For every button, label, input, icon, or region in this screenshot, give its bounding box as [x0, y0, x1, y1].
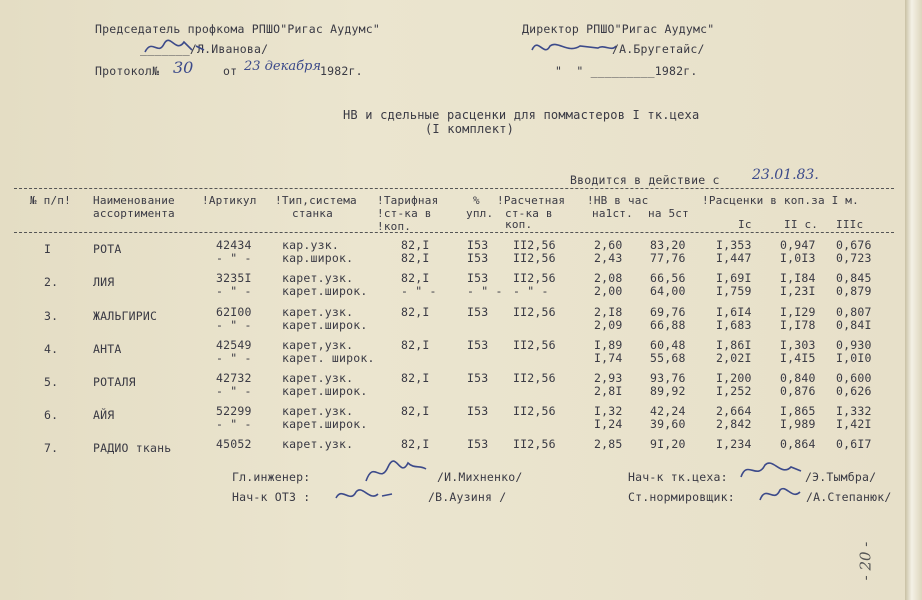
cell-tariff1: 82,I	[401, 238, 430, 252]
cell-tariff1: 82,I	[401, 404, 430, 418]
cell-nv5b: 64,00	[650, 284, 686, 298]
cell-nv1b: 2,8I	[594, 384, 623, 398]
cell-art2: - " -	[216, 351, 252, 365]
cell-nv5b: 66,88	[650, 318, 686, 332]
chairman-signature	[140, 36, 210, 58]
norm-signature	[756, 480, 806, 508]
cell-nv5b: 89,92	[650, 384, 686, 398]
cell-r1b: 2,02I	[716, 351, 752, 365]
cell-type2: карет.широк.	[282, 384, 368, 398]
cell-r3a: 0,845	[836, 271, 872, 285]
cell-r2a: 0,840	[780, 371, 816, 385]
cell-calc2: II2,56	[513, 251, 556, 265]
cell-type1: карет.узк.	[282, 371, 354, 385]
cell-r1a: I,69I	[716, 271, 752, 285]
cell-r1b: I,447	[716, 251, 752, 265]
header-calc-1: !Расчетная	[497, 194, 566, 207]
cell-tariff1: 82,I	[401, 338, 430, 352]
effective-label: Вводится в действие с	[570, 173, 720, 187]
header-name-2: ассортимента	[93, 207, 175, 220]
chief-engineer-name: /И.Михненко/	[437, 470, 523, 484]
cell-r2a: 0,864	[780, 437, 816, 451]
norm-name: /А.Степанюк/	[806, 490, 892, 504]
cell-nv1a: I,32	[594, 404, 623, 418]
cell-r1b: I,683	[716, 318, 752, 332]
header-type-1: !Тип,система	[275, 194, 357, 207]
cell-calc1: II2,56	[513, 437, 556, 451]
cell-pct1: I53	[467, 305, 489, 319]
cell-type1: карет.узк.	[282, 271, 354, 285]
cell-r3a: 0,676	[836, 238, 872, 252]
cell-no: 3.	[44, 309, 59, 323]
cell-nv1a: 2,60	[594, 238, 623, 252]
cell-nv1a: 2,85	[594, 437, 623, 451]
cell-r2a: I,303	[780, 338, 816, 352]
header-tariff-3: !коп.	[377, 220, 412, 233]
document-subtitle: (I комплект)	[425, 122, 515, 136]
cell-no: 2.	[44, 275, 59, 289]
cell-type1: кар.узк.	[282, 238, 339, 252]
cell-art2: - " -	[216, 384, 252, 398]
director-signature	[528, 36, 618, 58]
cell-r1a: 2,664	[716, 404, 752, 418]
header-type-2: станка	[292, 207, 333, 220]
cell-name: РОТА	[93, 242, 122, 256]
header-rate-3: IIIс	[836, 218, 864, 231]
page-edge	[905, 0, 922, 600]
header-rates: !Расценки в коп.за I м.	[702, 194, 859, 207]
cell-pct2: - " -	[467, 284, 503, 298]
shop-chief-label: Нач-к тк.цеха:	[628, 470, 728, 484]
cell-nv5a: 66,56	[650, 271, 686, 285]
cell-name: ЛИЯ	[93, 275, 115, 289]
cell-tariff2: - " -	[401, 284, 437, 298]
cell-r1b: I,759	[716, 284, 752, 298]
cell-pct2: I53	[467, 251, 489, 265]
cell-art2: - " -	[216, 251, 252, 265]
cell-nv5a: 42,24	[650, 404, 686, 418]
cell-r3a: 0,807	[836, 305, 872, 319]
header-pct-2: упл.	[466, 207, 494, 220]
cell-tariff1: 82,I	[401, 437, 430, 451]
cell-r3a: 0,600	[836, 371, 872, 385]
cell-art: 42434	[216, 238, 252, 252]
cell-nv1a: I,89	[594, 338, 623, 352]
cell-type1: карет.узк.	[282, 404, 354, 418]
cell-type2: карет. широк.	[282, 351, 375, 365]
cell-r2b: I,0I3	[780, 251, 816, 265]
chairman-sign-line: _______/Л.Иванова/	[140, 42, 269, 56]
cell-nv1b: 2,00	[594, 284, 623, 298]
effective-date: 23.01.83.	[752, 167, 819, 183]
cell-type2: карет.широк.	[282, 284, 368, 298]
cell-name: РОТАЛЯ	[93, 375, 136, 389]
header-name-1: Наименование	[93, 194, 175, 207]
cell-nv1b: I,74	[594, 351, 623, 365]
table-header-rule	[14, 232, 894, 233]
cell-r3a: 0,930	[836, 338, 872, 352]
cell-calc1: II2,56	[513, 404, 556, 418]
cell-name: РАДИО ткань	[93, 441, 172, 455]
cell-art: 42549	[216, 338, 252, 352]
header-rate-2: II с.	[784, 218, 819, 231]
cell-nv5a: 9I,20	[650, 437, 686, 451]
cell-pct1: I53	[467, 238, 489, 252]
chief-engineer-label: Гл.инженер:	[232, 470, 311, 484]
cell-r3b: I,42I	[836, 417, 872, 431]
cell-no: 6.	[44, 408, 59, 422]
cell-r3b: 0,626	[836, 384, 872, 398]
cell-nv5a: 60,48	[650, 338, 686, 352]
cell-type2: карет.широк.	[282, 417, 368, 431]
header-nv: !НВ в час	[587, 194, 649, 207]
cell-r3b: I,0I0	[836, 351, 872, 365]
cell-art2: - " -	[216, 318, 252, 332]
protocol-label: Протокол№	[95, 64, 160, 78]
cell-nv5b: 39,60	[650, 417, 686, 431]
cell-name: ЖАЛЬГИРИС	[93, 309, 158, 323]
cell-art: 3235I	[216, 271, 252, 285]
header-nv-5st: на 5ст	[648, 207, 689, 220]
cell-pct1: I53	[467, 404, 489, 418]
header-nv-1st: на1ст.	[592, 207, 633, 220]
cell-nv5a: 83,20	[650, 238, 686, 252]
chairman-title: Председатель профкома РПШО"Ригас Аудумс"	[95, 22, 380, 36]
cell-nv5b: 77,76	[650, 251, 686, 265]
cell-nv1b: 2,43	[594, 251, 623, 265]
cell-r3a: 0,6I7	[836, 437, 872, 451]
document-title: НВ и сдельные расценки для поммастеров I тк.цеха	[343, 108, 700, 122]
cell-r2b: I,I78	[780, 318, 816, 332]
cell-name: АЙЯ	[93, 408, 115, 422]
cell-r1b: I,252	[716, 384, 752, 398]
otz-signature	[332, 480, 402, 508]
cell-type2: карет.широк.	[282, 318, 368, 332]
header-rate-1: Iс	[738, 218, 752, 231]
director-name: /А.Бругетайс/	[612, 42, 705, 56]
header-tariff-1: !Тарифная	[377, 194, 439, 207]
cell-calc1: II2,56	[513, 305, 556, 319]
norm-label: Ст.нормировщик:	[628, 490, 735, 504]
cell-nv1b: I,24	[594, 417, 623, 431]
cell-no: 7.	[44, 441, 59, 455]
cell-tariff1: 82,I	[401, 371, 430, 385]
cell-tariff1: 82,I	[401, 305, 430, 319]
cell-r2b: 0,876	[780, 384, 816, 398]
cell-r2a: 0,947	[780, 238, 816, 252]
cell-nv1b: 2,09	[594, 318, 623, 332]
director-title: Директор РПШО"Ригас Аудумс"	[522, 22, 715, 36]
cell-tariff1: 82,I	[401, 271, 430, 285]
cell-nv1a: 2,I8	[594, 305, 623, 319]
cell-type1: карет.узк.	[282, 437, 354, 451]
cell-calc1: II2,56	[513, 338, 556, 352]
cell-tariff2: 82,I	[401, 251, 430, 265]
header-tariff-2: !ст-ка в	[377, 207, 432, 220]
protocol-year: 1982г.	[320, 64, 363, 78]
cell-r2b: I,989	[780, 417, 816, 431]
otz-label: Нач-к ОТЗ :	[232, 490, 311, 504]
header-calc-2: ст-ка в	[505, 207, 553, 220]
cell-r1a: I,6I4	[716, 305, 752, 319]
cell-nv5a: 93,76	[650, 371, 686, 385]
cell-r3b: 0,723	[836, 251, 872, 265]
cell-name: АНТА	[93, 342, 122, 356]
cell-pct1: I53	[467, 271, 489, 285]
cell-nv1a: 2,08	[594, 271, 623, 285]
cell-art: 52299	[216, 404, 252, 418]
cell-r3a: I,332	[836, 404, 872, 418]
cell-type2: кар.широк.	[282, 251, 354, 265]
cell-r1b: 2,842	[716, 417, 752, 431]
header-article: !Артикул	[202, 194, 257, 207]
cell-art: 45052	[216, 437, 252, 451]
cell-no: I	[44, 242, 52, 256]
cell-r2a: I,I84	[780, 271, 816, 285]
cell-r1a: I,200	[716, 371, 752, 385]
cell-calc2: - " -	[513, 284, 549, 298]
shop-chief-name: /Э.Тымбра/	[805, 470, 877, 484]
cell-r1a: I,86I	[716, 338, 752, 352]
cell-r2a: I,I29	[780, 305, 816, 319]
otz-name: /В.Аузиня /	[428, 490, 507, 504]
cell-pct1: I53	[467, 437, 489, 451]
protocol-from: от	[223, 64, 238, 78]
cell-r3b: 0,879	[836, 284, 872, 298]
cell-art: 62I00	[216, 305, 252, 319]
page-number: - 20 -	[856, 541, 875, 581]
cell-type1: карет.узк.	[282, 305, 354, 319]
protocol-number: 30	[173, 58, 194, 77]
cell-no: 5.	[44, 375, 59, 389]
protocol-date: 23 декабря	[244, 59, 321, 74]
cell-art: 42732	[216, 371, 252, 385]
cell-nv5a: 69,76	[650, 305, 686, 319]
cell-pct1: I53	[467, 338, 489, 352]
cell-r1a: I,234	[716, 437, 752, 451]
cell-calc1: II2,56	[513, 371, 556, 385]
director-date-line: " " _________1982г.	[555, 64, 698, 78]
header-pct-1: %	[473, 194, 480, 207]
cell-r3b: 0,84I	[836, 318, 872, 332]
cell-art2: - " -	[216, 417, 252, 431]
cell-calc1: II2,56	[513, 271, 556, 285]
cell-r1a: I,353	[716, 238, 752, 252]
header-calc-3: коп.	[505, 218, 533, 231]
cell-nv5b: 55,68	[650, 351, 686, 365]
cell-nv1a: 2,93	[594, 371, 623, 385]
cell-calc1: II2,56	[513, 238, 556, 252]
header-no: № п/п!	[30, 194, 71, 207]
cell-no: 4.	[44, 342, 59, 356]
cell-r2b: I,23I	[780, 284, 816, 298]
cell-art2: - " -	[216, 284, 252, 298]
cell-r2a: I,865	[780, 404, 816, 418]
cell-r2b: I,4I5	[780, 351, 816, 365]
table-top-rule	[14, 188, 894, 189]
cell-pct1: I53	[467, 371, 489, 385]
cell-type1: карет,узк.	[282, 338, 354, 352]
